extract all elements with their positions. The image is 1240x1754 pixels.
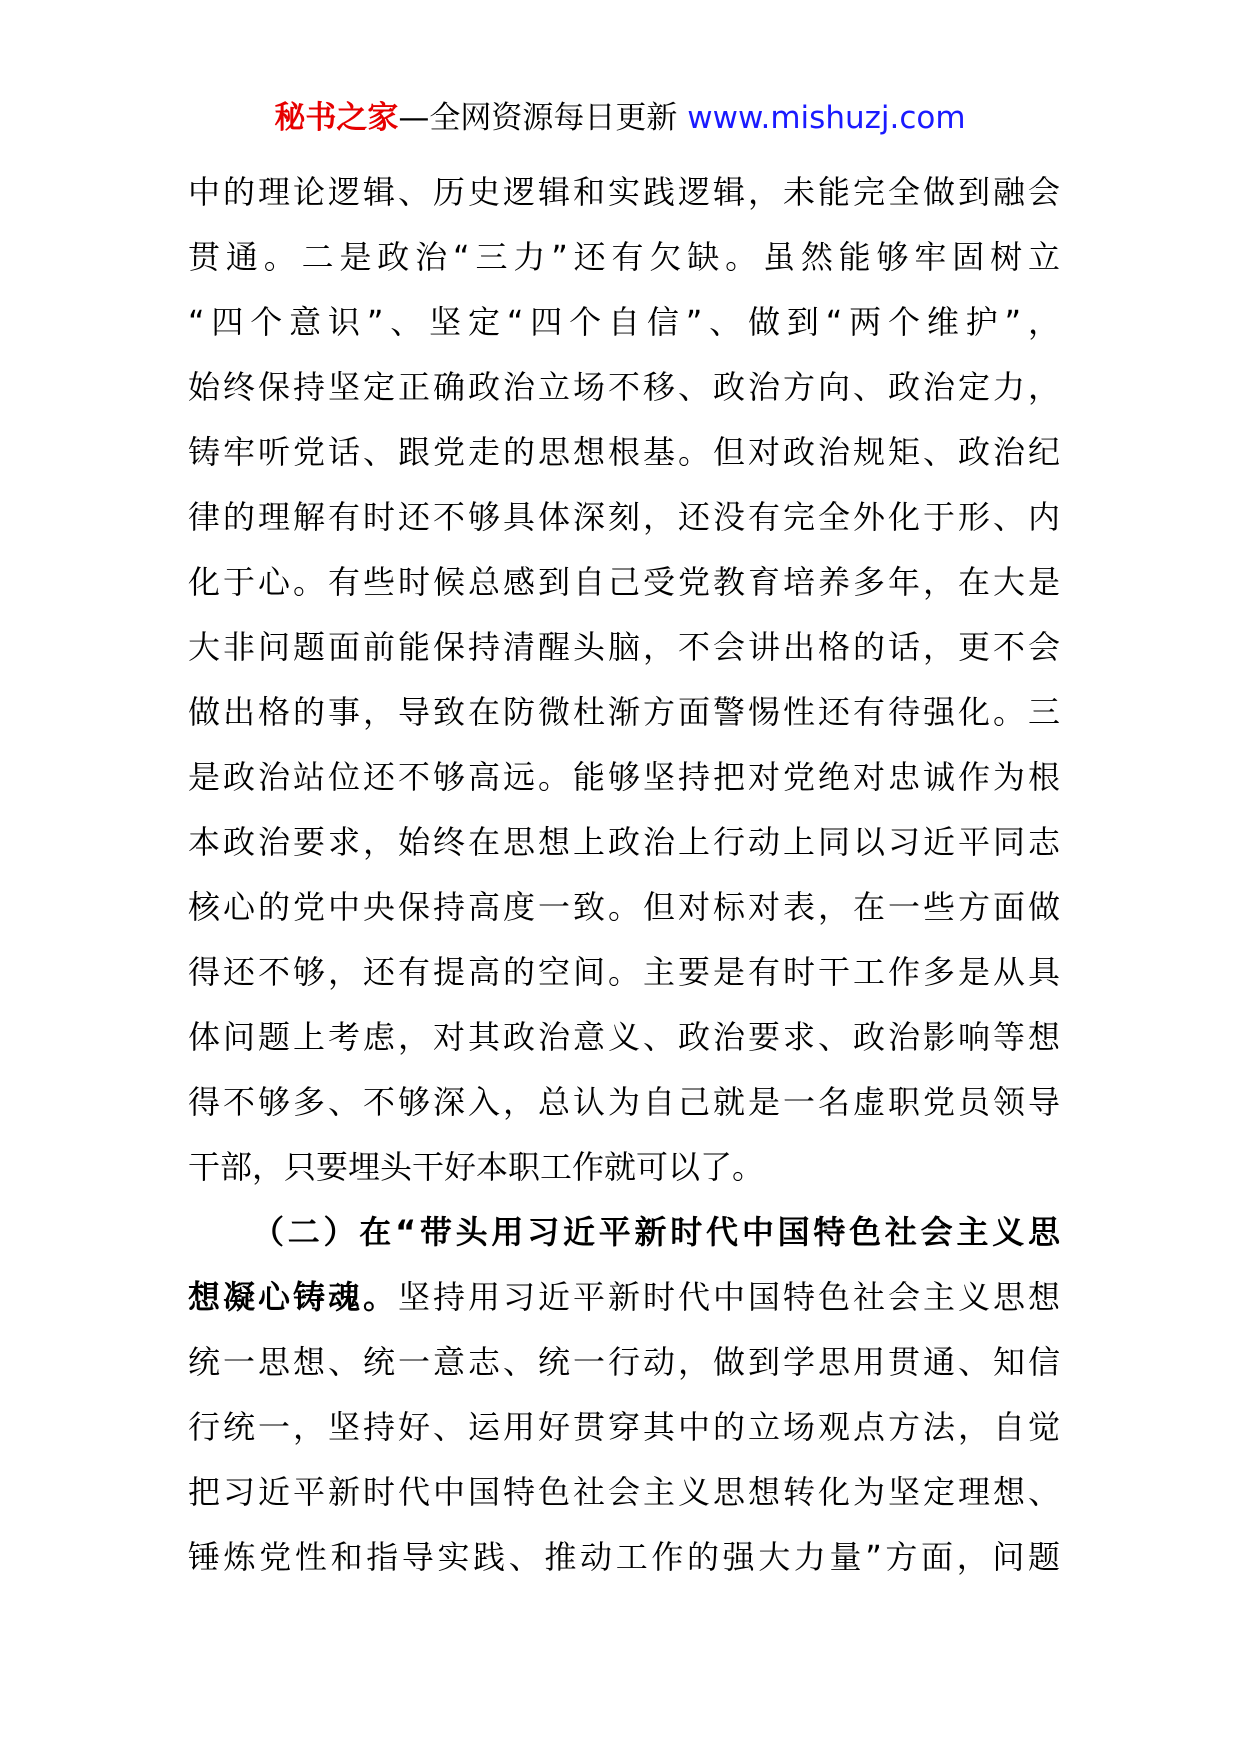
section-heading-end: 想凝心铸魂。 (188, 1278, 398, 1316)
text-line: 本政治要求，始终在思想上政治上行动上同以习近平同志 (188, 823, 1060, 861)
text-line: 是政治站位还不够高远。能够坚持把对党绝对忠诚作为根 (188, 758, 1060, 796)
text-line: “四个意识”、坚定“四个自信”、做到“两个维护”， (188, 303, 1060, 341)
paragraph-1 (188, 160, 1060, 1200)
document-body (188, 160, 1060, 1590)
text-line: 核心的党中央保持高度一致。但对标对表，在一些方面做 (188, 888, 1060, 926)
text-line (188, 1265, 1060, 1330)
text-line: 锤炼党性和指导实践、推动工作的强大力量”方面，问题 (188, 1538, 1060, 1576)
text-line: 体问题上考虑，对其政治意义、政治要求、政治影响等想 (188, 1018, 1060, 1056)
section-heading: （二）在“带头用习近平新时代中国特色社会主义思 (252, 1213, 1060, 1251)
text-segment: 坚持用习近平新时代中国特色社会主义思想 (398, 1278, 1060, 1316)
text-line: 得还不够，还有提高的空间。主要是有时干工作多是从具 (188, 953, 1060, 991)
text-line: 始终保持坚定正确政治立场不移、政治方向、政治定力， (188, 368, 1060, 406)
text-line: 做出格的事，导致在防微杜渐方面警惕性还有待强化。三 (188, 693, 1060, 731)
text-line: 化于心。有些时候总感到自己受党教育培养多年，在大是 (188, 563, 1060, 601)
text-line: 铸牢听党话、跟党走的思想根基。但对政治规矩、政治纪 (188, 433, 1060, 471)
paragraph-2 (188, 1200, 1060, 1590)
text-line: 把习近平新时代中国特色社会主义思想转化为坚定理想、 (188, 1473, 1060, 1511)
brand-name: 秘书之家 (274, 100, 399, 136)
site-url-link[interactable]: www.mishuzj.com (687, 100, 966, 136)
text-line: 律的理解有时还不够具体深刻，还没有完全外化于形、内 (188, 498, 1060, 536)
text-line: 得不够多、不够深入，总认为自己就是一名虚职党员领导 (188, 1083, 1060, 1121)
text-line: 大非问题面前能保持清醒头脑，不会讲出格的话，更不会 (188, 628, 1060, 666)
text-line: 行统一，坚持好、运用好贯穿其中的立场观点方法，自觉 (188, 1408, 1060, 1446)
text-line: 统一思想、统一意志、统一行动，做到学思用贯通、知信 (188, 1343, 1060, 1381)
header-slogan: —全网资源每日更新 (398, 100, 688, 136)
text-line: 贯通。二是政治“三力”还有欠缺。虽然能够牢固树立 (188, 238, 1060, 276)
page-header (0, 98, 1240, 138)
text-line: 干部，只要埋头干好本职工作就可以了。 (188, 1148, 765, 1186)
text-line: 中的理论逻辑、历史逻辑和实践逻辑，未能完全做到融会 (188, 173, 1060, 211)
